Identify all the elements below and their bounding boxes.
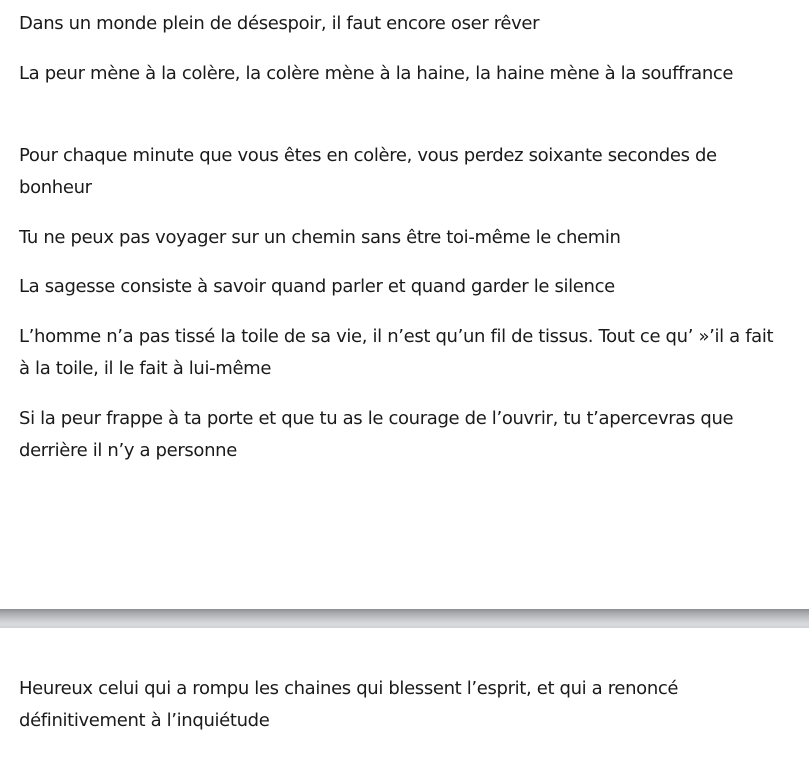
page-break-divider [0,609,809,628]
paragraph[interactable]: Pour chaque minute que vous êtes en colère, vous perdez soixante secondes de bonheur [19,145,717,198]
paragraph[interactable]: Tu ne peux pas voyager sur un chemin sans être toi-même le chemin [19,227,621,248]
paragraph[interactable]: Si la peur frappe à ta porte et que tu as le courage de l’ouvrir, tu t’apercevras que derrière il n’y a personne [19,408,734,461]
paragraph[interactable]: Dans un monde plein de désespoir, il faut encore oser rêver [19,13,540,34]
paragraph[interactable]: La sagesse consiste à savoir quand parler et quand garder le silence [19,276,615,297]
paragraph[interactable]: La peur mène à la colère, la colère mène à la haine, la haine mène à la souffrance [19,63,734,84]
document-page-2[interactable] [0,628,809,757]
paragraph[interactable]: Heureux celui qui a rompu les chaines qui blessent l’esprit, et qui a renoncé définitivement à l’inquiétude [19,678,679,731]
paragraph[interactable]: L’homme n’a pas tissé la toile de sa vie, il n’est qu’un fil de tissus. Tout ce qu’ »’il a fait à la toile, il le fait à lui-même [19,326,774,379]
